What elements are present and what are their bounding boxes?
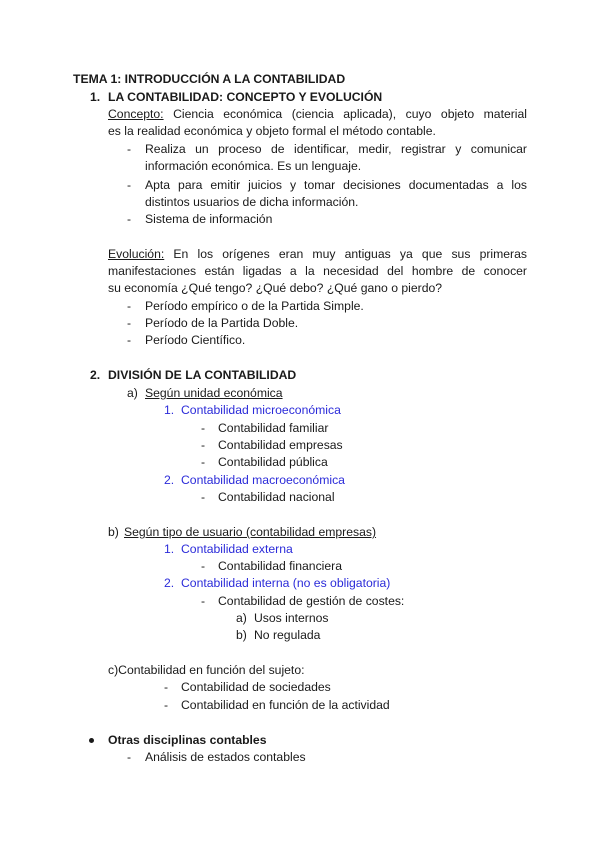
dash-marker: -	[201, 594, 206, 608]
evolucion-text-2: manifestaciones están ligadas a la necesidad del hombre de conocer	[108, 264, 527, 278]
otras-heading: Otras disciplinas contables	[108, 733, 267, 747]
a-item-1-number: 1.	[164, 403, 175, 417]
concepto-item-2-line-2: distintos usuarios de dicha información.	[145, 195, 359, 209]
dash-marker: -	[201, 421, 206, 435]
otras-item-1: Análisis de estados contables	[145, 750, 306, 764]
concepto-item-3: Sistema de información	[145, 212, 273, 226]
a-item-1-sub-3: Contabilidad pública	[218, 455, 328, 469]
concepto-label: Concepto:	[108, 107, 164, 121]
dash-marker: -	[201, 455, 206, 469]
concepto-item-1-line-2: información económica. Es un lenguaje.	[145, 159, 362, 173]
concepto-item-1-line-1: Realiza un proceso de identificar, medir, registrar y comunicar	[145, 142, 527, 156]
subsection-b-label: Según tipo de usuario (contabilidad empresas)	[124, 525, 377, 539]
concepto-item-2-line-1: Apta para emitir juicios y tomar decisiones documentadas a los	[145, 178, 527, 192]
c-item-2: Contabilidad en función de la actividad	[181, 698, 390, 712]
bullet-icon	[89, 738, 94, 743]
b-item-1-sub-1: Contabilidad financiera	[218, 559, 342, 573]
dash-marker: -	[127, 333, 132, 347]
dash-marker: -	[127, 142, 132, 156]
section-2-heading: DIVISIÓN DE LA CONTABILIDAD	[108, 368, 297, 382]
dash-marker: -	[164, 698, 169, 712]
b-subsub-1-label: Usos internos	[254, 611, 329, 625]
dash-marker: -	[127, 750, 132, 764]
subsection-b-marker: b)	[108, 525, 119, 539]
b-item-2-label: Contabilidad interna (no es obligatoria)	[181, 576, 391, 590]
b-subsub-2-label: No regulada	[254, 628, 321, 642]
subsection-c-label: c)Contabilidad en función del sujeto:	[108, 663, 305, 677]
dash-marker: -	[127, 212, 132, 226]
a-item-1-sub-2: Contabilidad empresas	[218, 438, 343, 452]
dash-marker: -	[127, 178, 132, 192]
b-subsub-2-marker: b)	[236, 628, 247, 642]
a-item-2-number: 2.	[164, 473, 175, 487]
evolucion-item-2: Período de la Partida Doble.	[145, 316, 299, 330]
dash-marker: -	[127, 299, 132, 313]
evolucion-item-1: Período empírico o de la Partida Simple.	[145, 299, 364, 313]
dash-marker: -	[164, 680, 169, 694]
evolucion-item-3: Período Científico.	[145, 333, 246, 347]
b-item-1-label: Contabilidad externa	[181, 542, 293, 556]
concepto-text-2: es la realidad económica y objeto formal el método contable.	[108, 124, 436, 138]
evolucion-text-3: su economía ¿Qué tengo? ¿Qué debo? ¿Qué gano o pierdo?	[108, 281, 443, 295]
a-item-2-sub-1: Contabilidad nacional	[218, 490, 335, 504]
dash-marker: -	[201, 490, 206, 504]
a-item-2-label: Contabilidad macroeconómica	[181, 473, 345, 487]
page-title: TEMA 1: INTRODUCCIÓN A LA CONTABILIDAD	[73, 72, 346, 86]
concepto-paragraph-line-1	[108, 106, 527, 123]
section-1-heading: LA CONTABILIDAD: CONCEPTO Y EVOLUCIÓN	[108, 90, 383, 104]
dash-marker: -	[201, 438, 206, 452]
c-item-1: Contabilidad de sociedades	[181, 680, 331, 694]
a-item-1-label: Contabilidad microeconómica	[181, 403, 341, 417]
evolucion-paragraph-line-1	[108, 246, 527, 263]
b-item-2-sub-1: Contabilidad de gestión de costes:	[218, 594, 405, 608]
b-subsub-1-marker: a)	[236, 611, 247, 625]
section-1-number: 1.	[90, 90, 101, 104]
b-item-2-number: 2.	[164, 576, 175, 590]
dash-marker: -	[127, 316, 132, 330]
evolucion-text-1: En los orígenes eran muy antiguas ya que sus primeras	[164, 247, 527, 261]
a-item-1-sub-1: Contabilidad familiar	[218, 421, 329, 435]
concepto-text-1: Ciencia económica (ciencia aplicada), cuyo objeto material	[163, 107, 527, 121]
section-2-number: 2.	[90, 368, 101, 382]
subsection-a-marker: a)	[127, 386, 138, 400]
subsection-a-label: Según unidad económica	[145, 386, 283, 400]
dash-marker: -	[201, 559, 206, 573]
evolucion-label: Evolución:	[108, 247, 165, 261]
b-item-1-number: 1.	[164, 542, 175, 556]
